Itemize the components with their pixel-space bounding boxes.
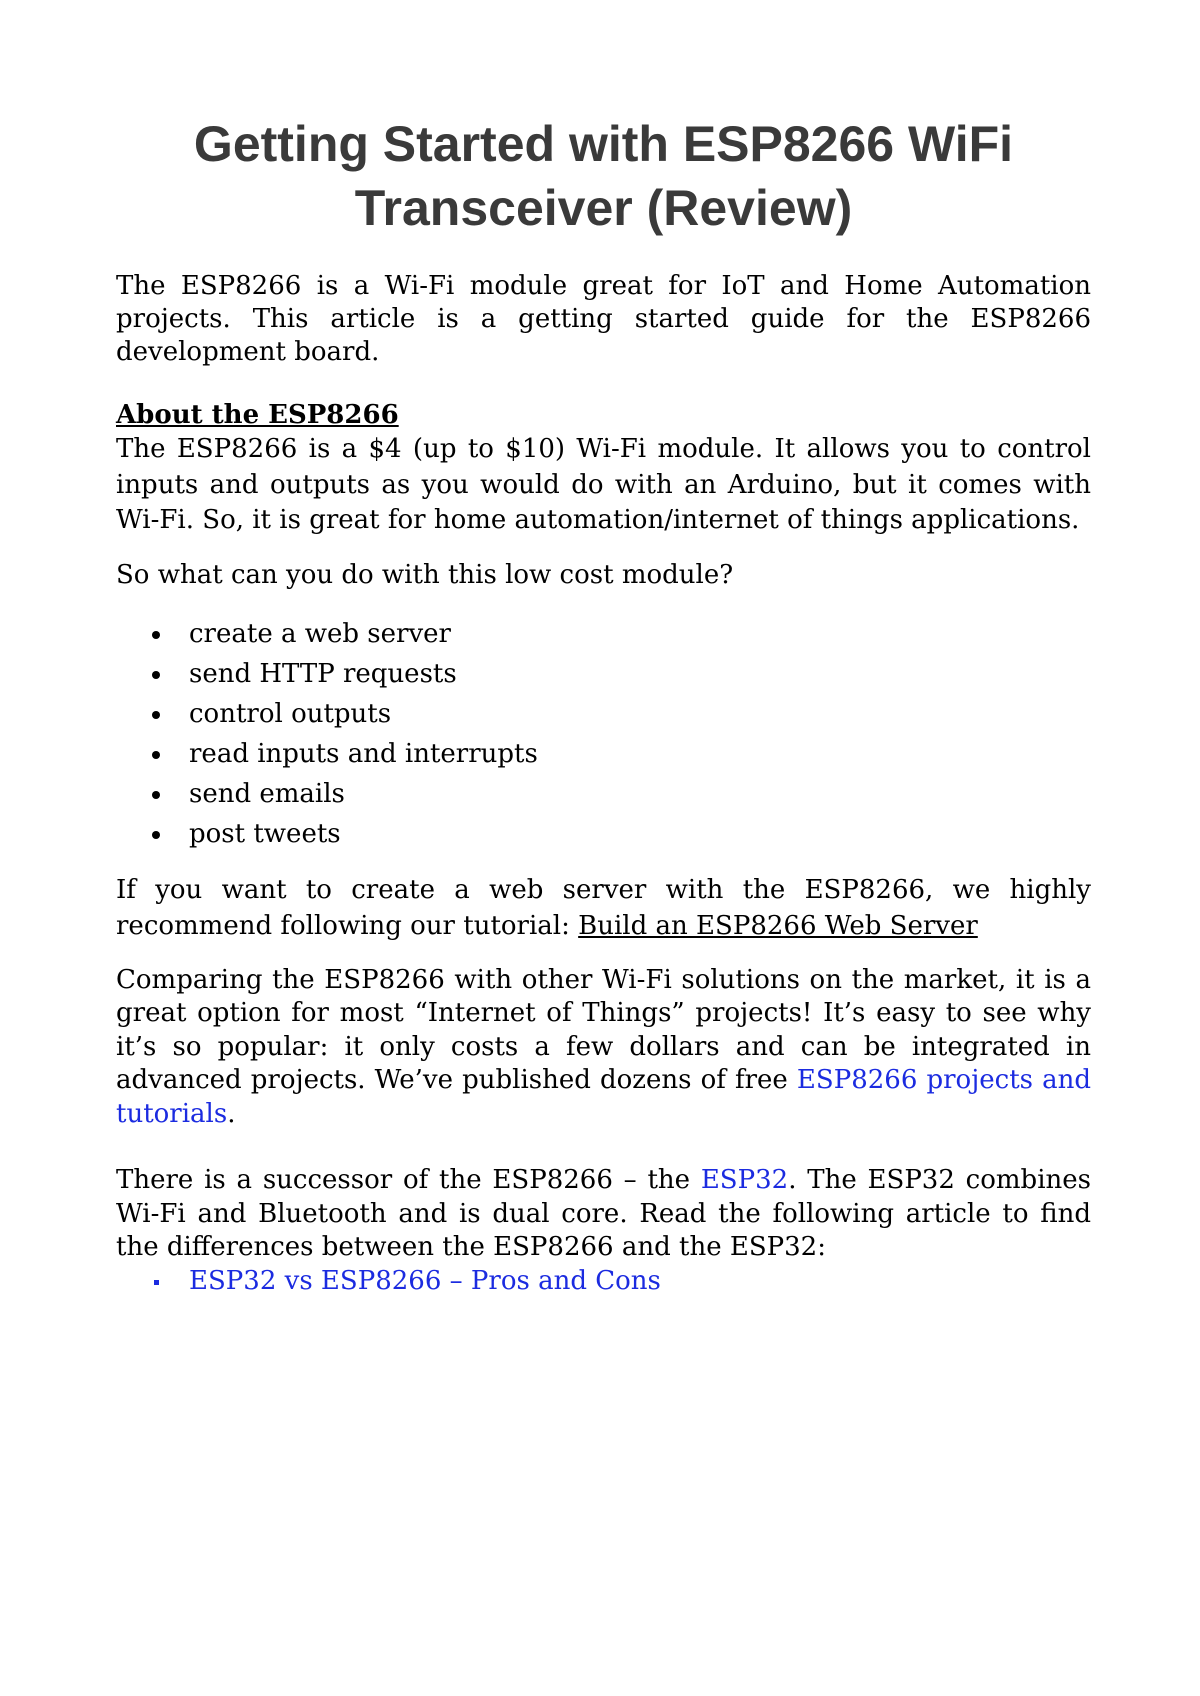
bullet-icon (152, 831, 160, 839)
intro-paragraph: The ESP8266 is a Wi-Fi module great for IoT and Home Automation projects. This article is a getting started guide for the ESP8266 development board. (116, 271, 1091, 367)
list-item (116, 1265, 1091, 1298)
section-heading-about: About the ESP8266 (116, 400, 399, 430)
webserver-paragraph: If you want to create a web server with the ESP8266, we highly recommend following our tutorial: Build an ESP8266 Web Server (116, 874, 1091, 941)
bullet-icon (152, 631, 160, 639)
page-title: Getting Started with ESP8266 WiFi Transceiver (Review) (193, 116, 1014, 236)
list-item: send HTTP requests (116, 654, 1091, 694)
question-paragraph: So what can you do with this low cost module? (116, 559, 734, 590)
esp32-vs-esp8266-link[interactable]: ESP32 vs ESP8266 – Pros and Cons (189, 1265, 661, 1296)
esp32-link[interactable]: ESP32 (700, 1165, 789, 1195)
bullet-icon (152, 671, 160, 679)
bullet-icon (152, 791, 160, 799)
document-page (116, 112, 1091, 1298)
list-item: post tweets (116, 814, 1091, 854)
bullet-icon (152, 751, 160, 759)
about-paragraph: The ESP8266 is a $4 (up to $10) Wi-Fi module. It allows you to control inputs and outputs as you would do with an Arduino, but it comes with Wi-Fi. So, it is great for home automation/internet of things applications. (116, 434, 1091, 535)
square-bullet-icon (154, 1280, 159, 1285)
webserver-tutorial-link[interactable]: Build an ESP8266 Web Server (578, 910, 978, 941)
list-item: control outputs (116, 694, 1091, 734)
capabilities-list (116, 614, 1091, 854)
comparison-paragraph: Comparing the ESP8266 with other Wi-Fi solutions on the market, it is a great option for most “Internet of Things” projects! It’s easy to see why it’s so popular: it only costs a few dollars and can be integrated in advanced projects. We’ve published dozens of free ESP8266 projects and tutorials. (116, 964, 1091, 1129)
list-item: create a web server (116, 614, 1091, 654)
bullet-icon (152, 711, 160, 719)
related-links-list (116, 1265, 1091, 1298)
esp8266-projects-link[interactable]: ESP8266 projects and tutorials (116, 1065, 1091, 1129)
successor-paragraph: There is a successor of the ESP8266 – the ESP32. The ESP32 combines Wi-Fi and Bluetooth and is dual core. Read the following article to find the differences between the ESP8266 and the ESP32: (116, 1165, 1091, 1262)
list-item: send emails (116, 774, 1091, 814)
list-item: read inputs and interrupts (116, 734, 1091, 774)
